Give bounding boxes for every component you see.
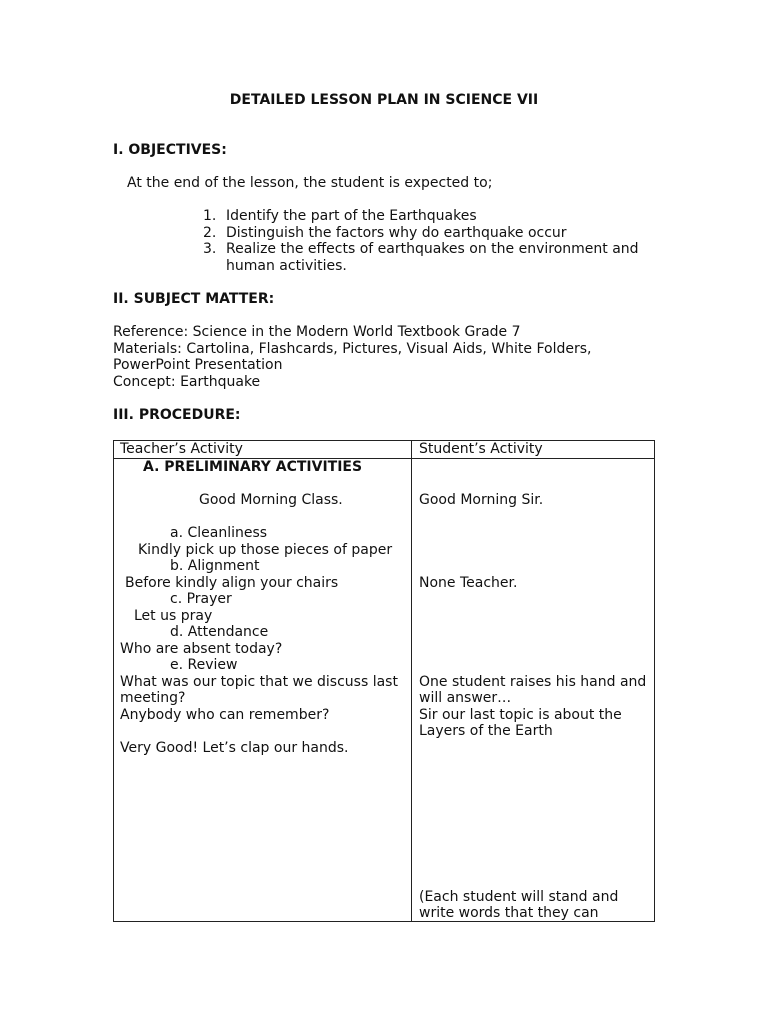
- cleanliness-text: Kindly pick up those pieces of paper: [138, 542, 393, 558]
- objectives-intro: At the end of the lesson, the student is expected to;: [127, 175, 493, 191]
- student-activity-header: Student’s Activity: [419, 441, 543, 457]
- list-number: 3.: [203, 241, 217, 257]
- objectives-list-item-2: [203, 225, 567, 242]
- objectives-heading: I. OBJECTIVES:: [113, 142, 227, 158]
- table-column-divider: [411, 440, 412, 922]
- preliminary-activities-heading: A. PRELIMINARY ACTIVITIES: [143, 459, 363, 475]
- student-raise-line-2: will answer…: [419, 690, 512, 706]
- attendance-text: Who are absent today?: [120, 641, 283, 657]
- list-item-text: Distinguish the factors why do earthquake occur: [226, 225, 567, 241]
- objectives-list-item-1: [203, 208, 477, 225]
- materials-continuation: PowerPoint Presentation: [113, 357, 283, 373]
- procedure-heading: III. PROCEDURE:: [113, 407, 241, 423]
- concept-line: Concept: Earthquake: [113, 374, 261, 390]
- student-attendance-reply: None Teacher.: [419, 575, 518, 591]
- attendance-label: d. Attendance: [170, 624, 269, 640]
- cleanliness-label: a. Cleanliness: [170, 525, 268, 541]
- teacher-greeting: Good Morning Class.: [199, 492, 343, 508]
- materials-line: Materials: Cartolina, Flashcards, Pictures, Visual Aids, White Folders,: [113, 341, 592, 357]
- student-raise-line-1: One student raises his hand and: [419, 674, 647, 690]
- review-text-line-1: What was our topic that we discuss last: [120, 674, 398, 690]
- prayer-label: c. Prayer: [170, 591, 232, 607]
- subject-matter-heading: II. SUBJECT MATTER:: [113, 291, 275, 307]
- student-instruction-line-2: write words that they can: [419, 905, 599, 921]
- review-label: e. Review: [170, 657, 238, 673]
- list-number: 2.: [203, 225, 217, 241]
- reference-line: Reference: Science in the Modern World Textbook Grade 7: [113, 324, 521, 340]
- review-text-line-3: Anybody who can remember?: [120, 707, 330, 723]
- list-number: 1.: [203, 208, 217, 224]
- teacher-praise: Very Good! Let’s clap our hands.: [120, 740, 349, 756]
- student-greeting: Good Morning Sir.: [419, 492, 544, 508]
- prayer-text: Let us pray: [134, 608, 213, 624]
- student-answer-line-2: Layers of the Earth: [419, 723, 553, 739]
- list-item-text: Identify the part of the Earthquakes: [226, 208, 477, 224]
- teacher-activity-header: Teacher’s Activity: [120, 441, 243, 457]
- list-item-text: Realize the effects of earthquakes on the environment and: [226, 241, 639, 257]
- student-answer-line-1: Sir our last topic is about the: [419, 707, 622, 723]
- alignment-label: b. Alignment: [170, 558, 260, 574]
- student-instruction-line-1: (Each student will stand and: [419, 889, 619, 905]
- objectives-list-item-3: [203, 241, 639, 258]
- page-title: DETAILED LESSON PLAN IN SCIENCE VII: [229, 92, 539, 108]
- alignment-text: Before kindly align your chairs: [125, 575, 339, 591]
- objectives-item-3-continuation: human activities.: [226, 258, 347, 274]
- review-text-line-2: meeting?: [120, 690, 186, 706]
